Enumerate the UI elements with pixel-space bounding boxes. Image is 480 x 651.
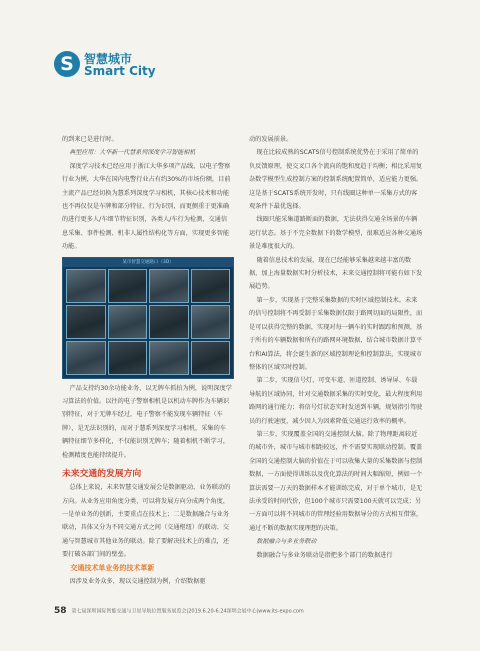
left-paragraph-4: 因涉及业务众多，现以交通控制为例，介绍数据驱: [69, 577, 206, 585]
camera-view: [108, 341, 148, 375]
camera-view: [66, 305, 106, 339]
camera-view: [149, 305, 189, 339]
camera-view: [66, 269, 106, 303]
logo-title-cn: 智慧城市: [84, 52, 133, 66]
camera-view: [149, 269, 189, 303]
left-paragraph-1: 深度学习技术已经应用于浙江大华多项产品线，以电子警察行业为例，大华在国内电警行业占有约30%的市场份额，目前主流产品已经切换为慧系列深度学习相机，其核心技术和功能也不再仅仅是车牌和部分特征、行为识别，而更侧重于更准确的进行更多人/车细节特征识别，各类人/车行为检测，交通信息采集、事件检测、机非人属性结构化等方面，实现更多智能功能。: [62, 162, 231, 251]
traffic-monitoring-figure: [62, 257, 234, 379]
left-italic-subheading: 典型应用：大华新一代慧系列深度学习智能相机: [69, 149, 196, 157]
right-paragraph-7: 数据融合与多业务联动是指把多个部门的数据进行: [256, 551, 393, 559]
right-paragraph-1: 现在比较成熟的SCATS信号控制系统优势在于采用了简单的负反馈原理，使交叉口各个流向的饱和度趋于均衡；相比采用复杂数学模型生成控制方案的控制系统配置简单，适应能力更强。这是基于SCATS系统开发时，只有线圈这种单一采集方式的客观条件下最优选择。: [249, 149, 423, 211]
page-number: 58: [54, 606, 67, 616]
camera-view: [191, 269, 231, 303]
logo-s-icon: S: [54, 51, 80, 77]
right-paragraph-3: 随着信息技术的发展，现在已经能够采集越来越丰富的数据，加上海量数据实时分析技术，未来交通控制将可能有如下发展趋势。: [249, 256, 423, 291]
camera-grid: [66, 269, 230, 375]
right-italic-subheading: 数据融合与多业务联动: [256, 538, 317, 546]
figure-caption: 某市智慧交通路口（3D）: [63, 258, 233, 267]
right-column: [249, 133, 423, 562]
footer-text: 第七届深圳国际智能交通与卫星导航位置服务展览会|2019.6.20-6.24深圳会展中心|www.its-expo.com: [71, 608, 304, 615]
right-paragraph-2: 线圈只能采集道路断面的数据，无法获得交通全场景的车辆运行状态。基于不完全数据下的数学模型，很难适应各种交通场景是难度很大的。: [249, 216, 423, 251]
right-paragraph-0: 动的发展前景。: [249, 136, 293, 143]
left-paragraph-3: 总体上来说，未来智慧交通发展会是数据驱动、业务联动的方向。从业务应用角度分类，可以将发展方向分成两个角度，一是单业务的创新，主要重点在技术上；二是数据融合与业务联动，具体又分为不同交通方式之间（交通枢纽）的联动、交通与智慧城市其他业务的联动。除了要解决技术上的难点，还要打破各部门间的壁垒。: [62, 484, 231, 559]
page-footer: [54, 605, 434, 617]
camera-view: [191, 341, 231, 375]
right-paragraph-4: 第一步，实现基于完整采集数据的实时区域控制技术。未来的信号控制将不再受制于采集数据仅限于路网切面的局限性，而是可以获得完整的数据，实现对每一辆车的实时跟踪和预测，基于所有的车辆数据和所有的路网环境数据，结合城市数据计算平台和AI算法，将会诞生新的区域控制理论和控制算法，实现城市整体的区域实时控制。: [249, 296, 423, 371]
camera-view: [108, 269, 148, 303]
camera-view: [191, 305, 231, 339]
left-paragraph-0: 的到来已是进行时。: [62, 136, 118, 143]
section-title: 未来交通的发展方向: [62, 469, 142, 480]
camera-view: [108, 305, 148, 339]
camera-view: [149, 341, 189, 375]
camera-view: [66, 341, 106, 375]
right-paragraph-6: 第三步，实现覆盖全国的交通控制大脑。除了物理距离较近的城市外，城市与城市相距较远，并不需要实现联动控制。覆盖全国的交通控制大脑的价值在于可以收集大量的采集数据与控制数据，一方面使得训练以及优化算法的时间大幅缩短，例如一个算法需要一万天的数据样本才能训练完成，对于单个城市，是无法承受的时间代价，但100个城市只需要100天就可以完成；另一方面可以将不同城市的管理经验用数据导分的方式相互借鉴，通过不断的数据实现理想的决策。: [249, 430, 423, 532]
left-paragraph-2: 产品支持约30余功能业务，以无牌车抓拍为例，说明深度学习算法的价值。以往的电子警察相机是以机动车牌作为车辆识别特征，对于无牌车经过，电子警察不能发现车辆特征（车牌），是无法识别的，而对于慧系列深度学习相机，采集的车辆特征细节多样化，不仅能识别无牌车；随着相机不断学习，检测精度也能持续提升。: [62, 384, 232, 459]
sub-title: 交通技术单业务的技术革新: [70, 563, 155, 572]
logo-title-en: Smart City: [84, 64, 156, 78]
right-paragraph-5: 第二步，实现信号灯、可变车道、匝道控制、诱导屏、车载导航的区域协同，针对交通数据采集的实时变化，最大程度利用路网的通行能力；将信号灯状态实时发送到车辆，规划指引驾驶员的行驶速度，减少因人为因素降低交通运行效率的概率。: [249, 377, 423, 425]
